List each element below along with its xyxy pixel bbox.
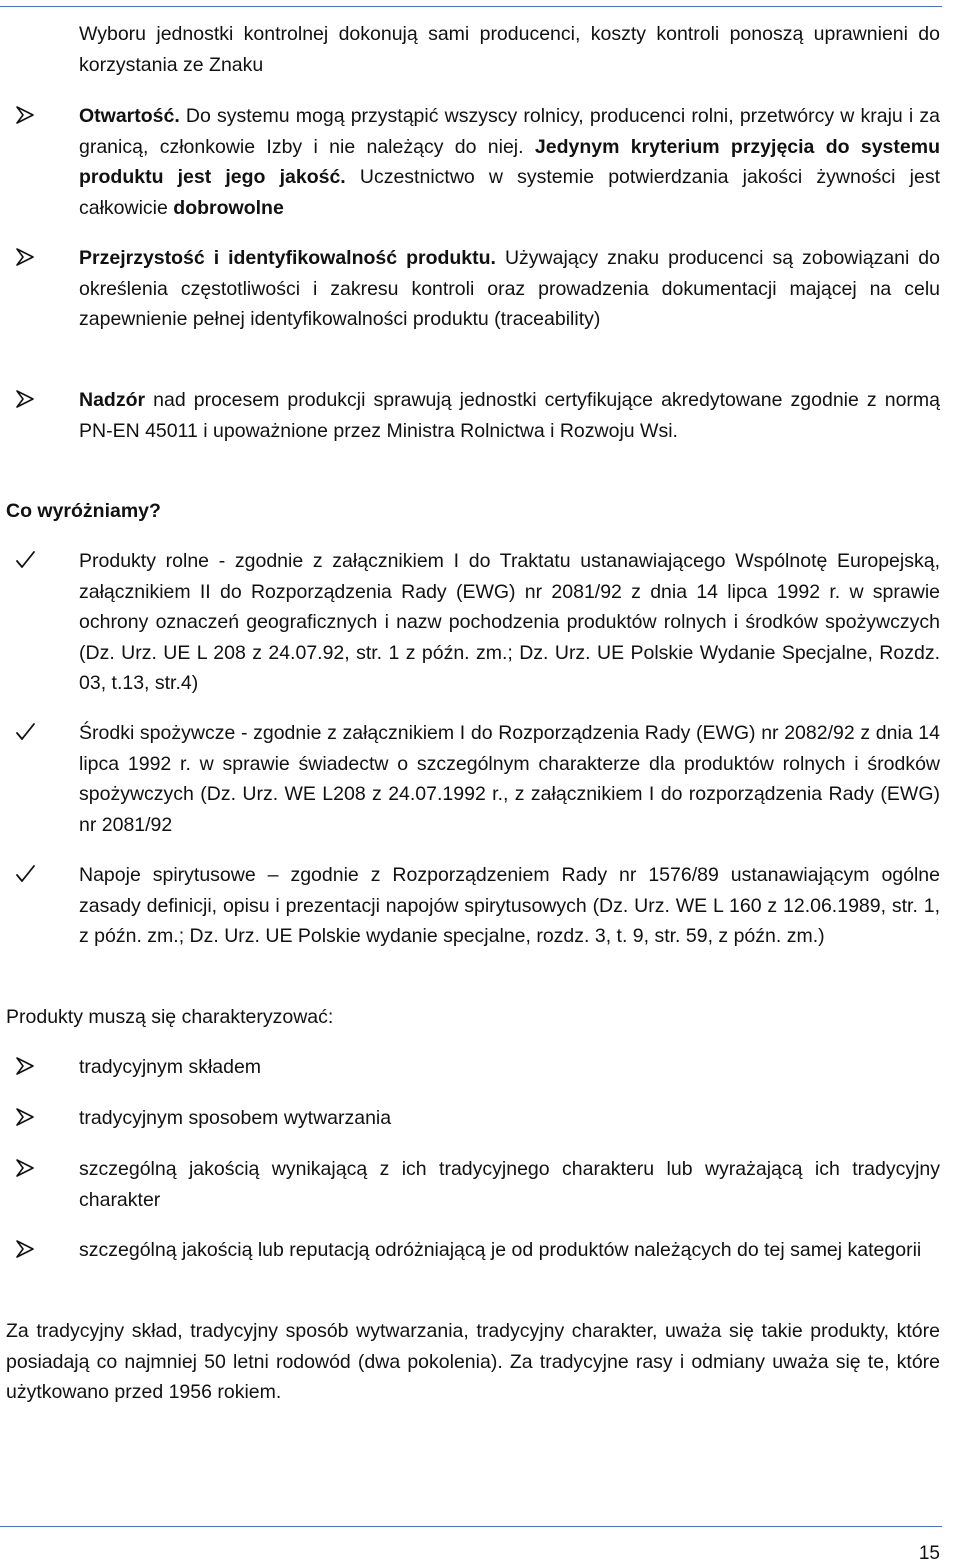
closing-paragraph: Za tradycyjny skład, tradycyjny sposób wytwarzania, tradycyjny charakter, uważa się takie produkty, które posiadają co najmniej 50 letni rodowód (dwa pokolenia). Za tradycyjne rasy i odmiany uważa się te, które użytkowano przed 1956 rokiem. — [6, 1320, 940, 1403]
check-item: Napoje spirytusowe – zgodnie z Rozporządzeniem Rady nr 1576/89 ustanawiającym ogólne zasady definicji, opisu i prezentacji napojów spirytusowych (Dz. Urz. WE L 160 z 12.06.1989, str. 1, z późn. zm.; Dz. Urz. UE Polskie wydanie specjalne, rozdz. 3, t. 9, str. 59, z późn. zm.) — [79, 864, 940, 947]
feature-transparency: Przejrzystość i identyfikowalność produktu. Używający znaku producenci są zobowiązani do określenia częstotliwości i zakresu kontroli oraz prowadzenia dokumentacji mającej na celu zapewnienie pełnej identyfikowalności produktu (traceability) — [79, 247, 940, 330]
feature-title: Nadzór — [79, 389, 146, 411]
characteristic-item: szczególną jakością wynikającą z ich tradycyjnego charakteru lub wyrażającą ich tradycyjny charakter — [79, 1158, 940, 1211]
checkmark-icon — [14, 721, 40, 751]
arrow-bullet-icon — [14, 1238, 40, 1268]
characteristics-intro: Produkty muszą się charakteryzować: — [6, 1006, 334, 1028]
arrow-bullet-icon — [14, 1157, 40, 1187]
check-item: Produkty rolne - zgodnie z załącznikiem I do Traktatu ustanawiającego Wspólnotę Europejską, załącznikiem II do Rozporządzenia Rady (EWG) nr 2081/92 z dnia 14 lipca 1992 r. w sprawie ochrony oznaczeń geograficznych i nazw pochodzenia produktów rolnych i środków spożywczych (Dz. Urz. UE L 208 z 24.07.92, str. 1 z późn. zm.; Dz. Urz. UE Polskie Wydanie Specjalne, Rozdz. 03, t.13, str.4) — [79, 550, 940, 694]
arrow-bullet-icon — [14, 388, 40, 418]
intro-paragraph: Wyboru jednostki kontrolnej dokonują sami producenci, koszty kontroli ponoszą uprawnieni do korzystania ze Znaku — [79, 23, 940, 76]
footer-rule — [0, 1526, 942, 1527]
checkmark-icon — [14, 549, 40, 579]
feature-title: Otwartość. — [79, 105, 180, 127]
feature-openness: Otwartość. Do systemu mogą przystąpić wszyscy rolnicy, producenci rolni, przetwórcy w kraju i za granicą, członkowie Izby i nie należący do niej. Jedynym kryterium przyjęcia do systemu produktu jest jego jakość. Uczestnictwo w systemie potwierdzania jakości żywności jest całkowicie dobrowolne — [79, 105, 940, 219]
section-heading: Co wyróżniamy? — [6, 500, 161, 522]
arrow-bullet-icon — [14, 246, 40, 276]
characteristic-item: tradycyjnym sposobem wytwarzania — [79, 1107, 392, 1129]
header-rule — [0, 6, 942, 7]
feature-supervision: Nadzór nad procesem produkcji sprawują jednostki certyfikujące akredytowane zgodnie z normą PN-EN 45011 i upoważnione przez Ministra Rolnictwa i Rozwoju Wsi. — [79, 389, 940, 442]
checkmark-icon — [14, 863, 40, 893]
check-item: Środki spożywcze - zgodnie z załącznikiem I do Rozporządzenia Rady (EWG) nr 2082/92 z dnia 14 lipca 1992 r. w sprawie świadectw o szczególnym charakterze dla produktów rolnych i środków spożywczych (Dz. Urz. WE L208 z 24.07.1992 r., z załącznikiem I do rozporządzenia Rady (EWG) nr 2081/92 — [79, 722, 940, 836]
page-number: 15 — [918, 1543, 940, 1564]
arrow-bullet-icon — [14, 1055, 40, 1085]
feature-title: Przejrzystość i identyfikowalność produktu. — [79, 247, 496, 269]
arrow-bullet-icon — [14, 104, 40, 134]
arrow-bullet-icon — [14, 1106, 40, 1136]
characteristic-item: tradycyjnym składem — [79, 1056, 262, 1078]
characteristic-item: szczególną jakością lub reputacją odróżniającą je od produktów należących do tej samej kategorii — [79, 1239, 922, 1261]
